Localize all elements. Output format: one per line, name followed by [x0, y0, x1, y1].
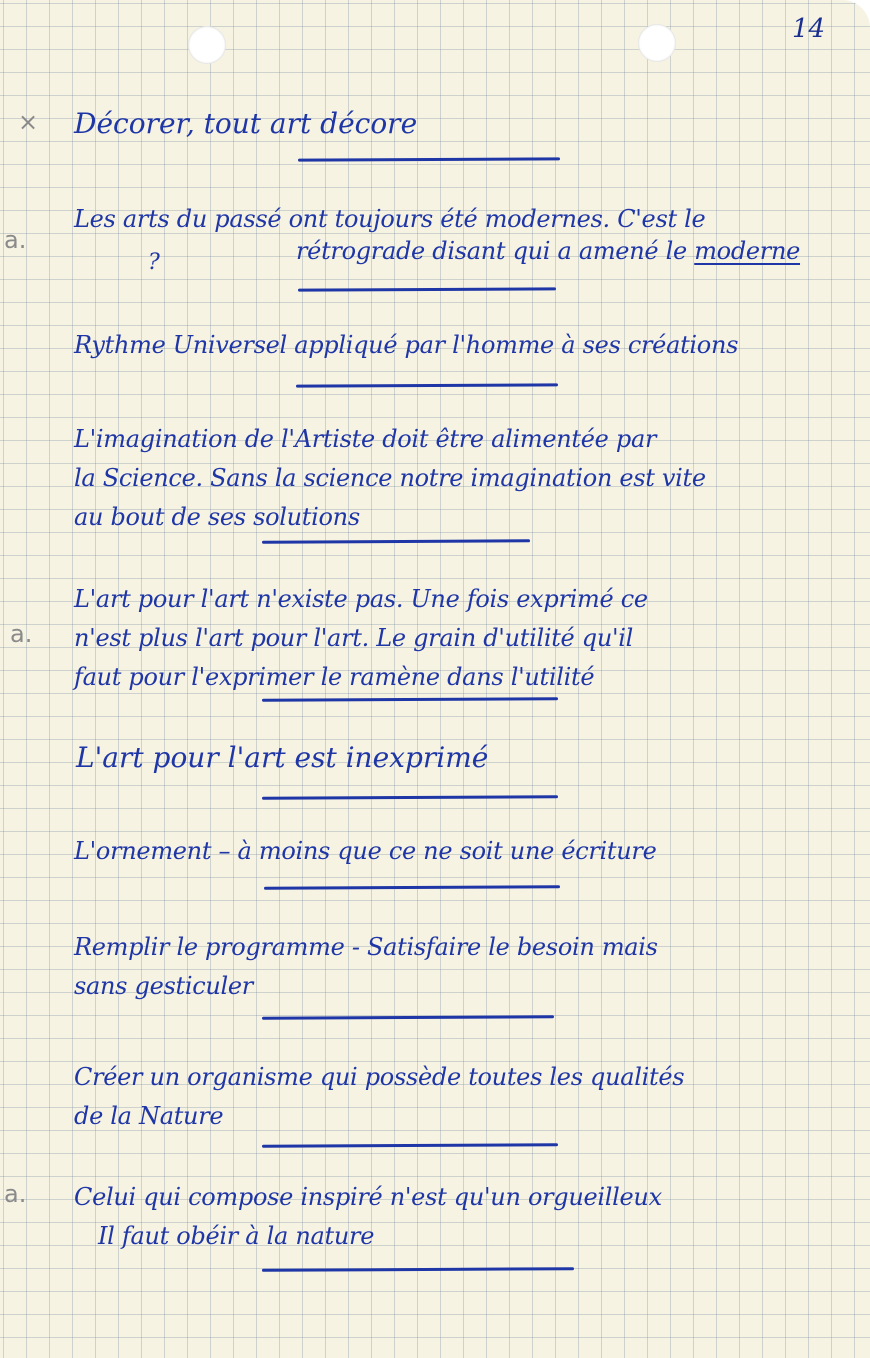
note-text: rétrograde disant qui a amené le — [296, 237, 695, 265]
note-8 — [74, 928, 658, 1006]
note-10 — [74, 1178, 662, 1256]
note-line: L'ornement – à moins que ce ne soit une écriture — [74, 837, 657, 865]
note-9 — [74, 1058, 684, 1136]
separator-rule — [298, 157, 560, 161]
separator-rule — [262, 1143, 558, 1148]
note-line-2 — [296, 232, 800, 271]
page-number: 14 — [792, 14, 826, 44]
separator-rule — [298, 287, 556, 291]
underlined-word: moderne — [694, 237, 801, 265]
note-line: Celui qui compose inspiré n'est qu'un orgueilleux — [74, 1183, 662, 1211]
question-mark: ? — [148, 250, 160, 275]
note-line: Décorer, tout art décore — [74, 107, 418, 140]
note-line: Les arts du passé ont toujours été modernes. C'est le — [74, 205, 706, 233]
note-3 — [74, 326, 738, 365]
note-6 — [76, 738, 488, 777]
separator-rule — [262, 539, 530, 543]
separator-rule — [262, 795, 558, 800]
punch-hole-left — [188, 26, 226, 64]
note-line: de la Nature — [74, 1102, 224, 1130]
note-line: n'est plus l'art pour l'art. Le grain d'utilité qu'il — [74, 624, 634, 652]
margin-cross-mark: × — [18, 108, 39, 136]
note-7 — [74, 832, 657, 871]
separator-rule — [264, 885, 560, 890]
note-1 — [74, 104, 417, 143]
note-line: Rythme Universel appliqué par l'homme à ses créations — [74, 331, 739, 359]
note-line: Il faut obéir à la nature — [98, 1222, 375, 1250]
note-line: L'art pour l'art est inexprimé — [76, 741, 489, 774]
punch-hole-right — [638, 24, 676, 62]
margin-mark-a: a. — [4, 226, 27, 254]
note-line: faut pour l'exprimer le ramène dans l'utilité — [74, 663, 595, 691]
note-line: L'imagination de l'Artiste doit être alimentée par — [74, 425, 657, 453]
note-5 — [74, 580, 648, 697]
note-line: L'art pour l'art n'existe pas. Une fois exprimé ce — [74, 585, 648, 613]
note-2-continuation — [296, 232, 800, 271]
note-line: Remplir le programme - Satisfaire le besoin mais — [74, 933, 658, 961]
separator-rule — [262, 1015, 554, 1020]
note-line: Créer un organisme qui possède toutes les qualités — [74, 1063, 685, 1091]
note-line: au bout de ses solutions — [74, 503, 360, 531]
separator-rule — [262, 1267, 574, 1272]
note-4 — [74, 420, 706, 537]
margin-mark-a: a. — [4, 1180, 27, 1208]
note-line: sans gesticuler — [74, 972, 253, 1000]
separator-rule — [262, 697, 558, 702]
note-line: la Science. Sans la science notre imagination est vite — [74, 464, 706, 492]
margin-mark-a: a. — [10, 620, 33, 648]
separator-rule — [296, 383, 558, 387]
